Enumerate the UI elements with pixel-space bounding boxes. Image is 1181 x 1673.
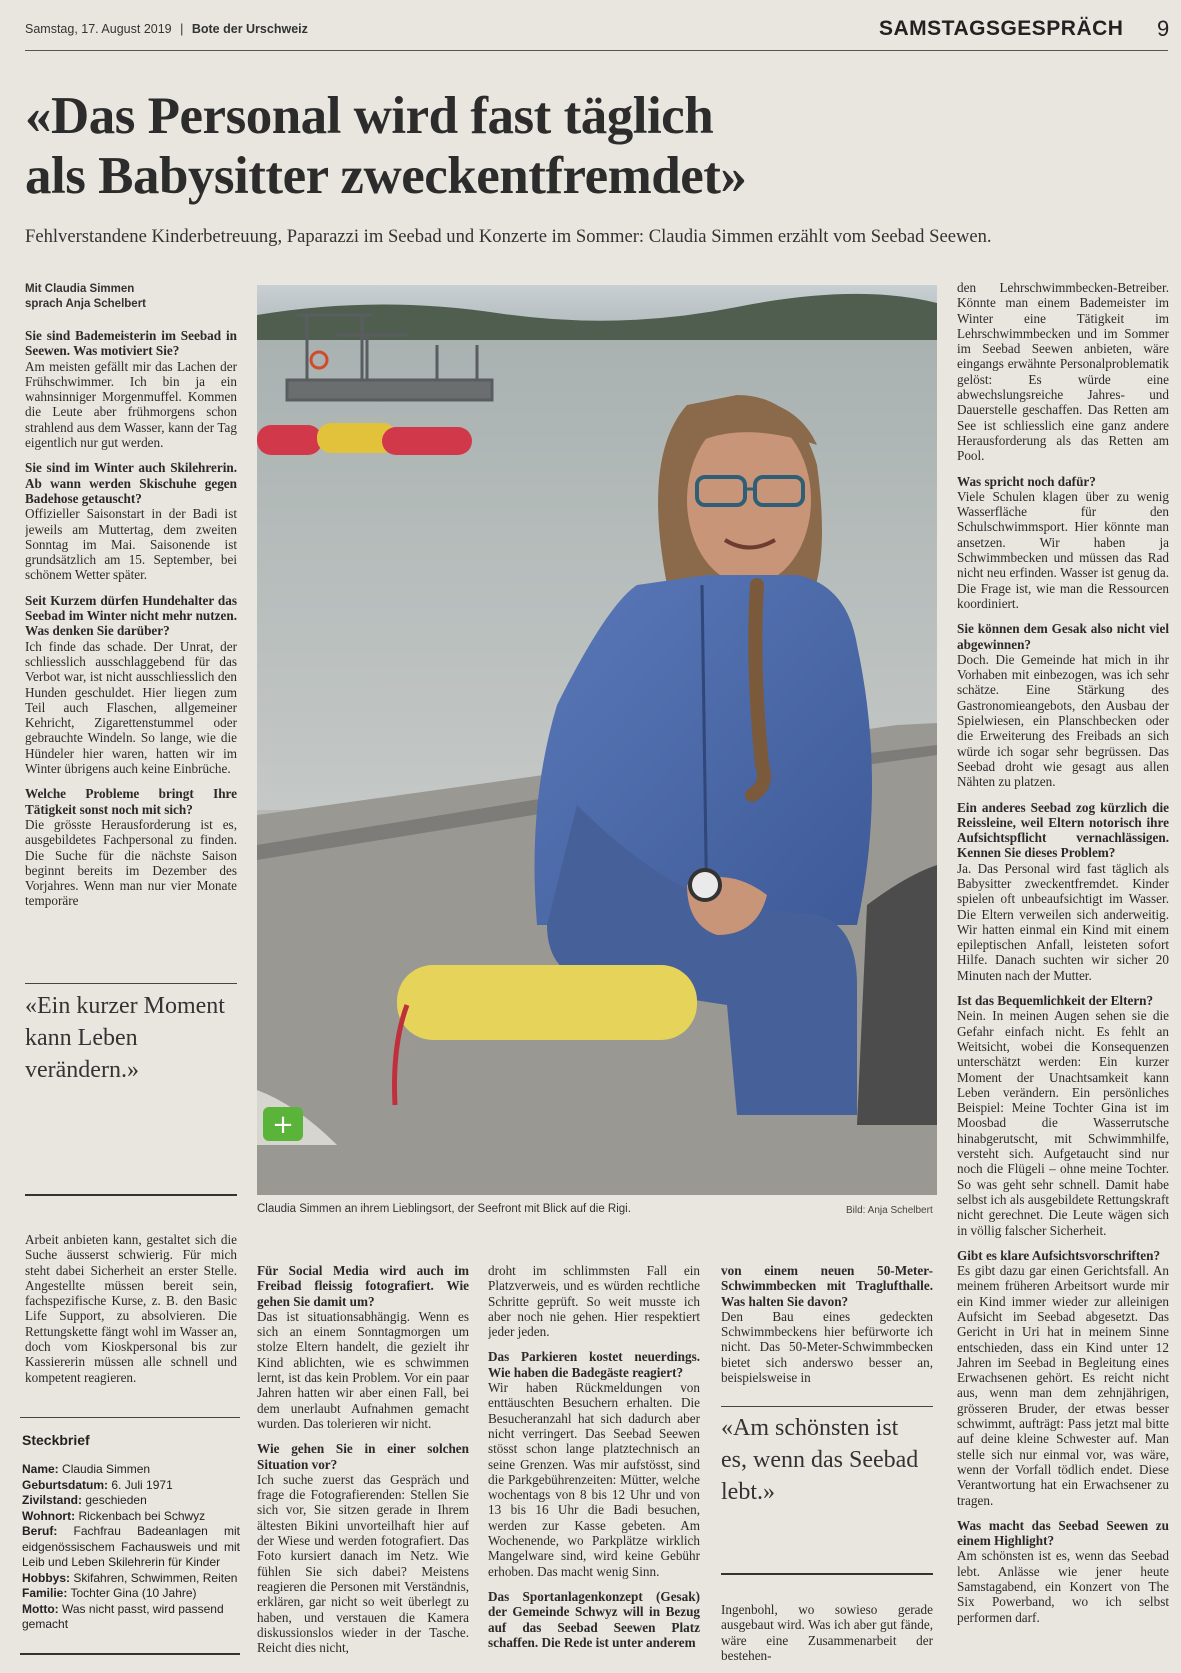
qa-block — [957, 1248, 1169, 1508]
byline-line-2: sprach Anja Schelbert — [25, 298, 147, 310]
steckbrief-top-rule — [20, 1417, 240, 1418]
steckbrief-row: Wohnort: Rickenbach bei Schwyz — [22, 1508, 206, 1523]
column-2 — [257, 1263, 469, 1663]
question: Was spricht noch dafür? — [957, 473, 1096, 489]
qa-block — [957, 800, 1169, 984]
answer: Doch. Die Gemeinde hat mich in ihr Vorhaben mit einbezogen, was ich sehr schätze. Eine Stärkung des Gastronomieangebots, den Ausbau der Spielwiesen, ein Planschbecken oder die Erweiterung des Freibads an sich würde ich sogar sehr begrüssen. Das Seebad droht wie gesagt aus allen Nähten zu platzen. — [957, 651, 1169, 790]
headline-line-1: «Das Personal wird fast täglich — [25, 87, 714, 145]
answer: Offizieller Saisonstart in der Badi ist jeweils am Muttertag, dem zweiten Sonntag im Mai. Saisonende ist grundsätzlich am 15. September, bei schönem Wetter später. — [25, 506, 237, 583]
column-1 — [25, 328, 237, 948]
subhead: Fehlverstandene Kinderbetreuung, Paparazzi im Seebad und Konzerte im Sommer: Claudia Simmen erzählt vom Seebad Seewen. — [25, 226, 992, 247]
pullquote-2: «Am schönsten ist es, wenn das Seebad lebt.» — [721, 1415, 919, 1505]
column-1-continued: Arbeit anbieten kann, gestaltet sich die Suche äusserst schwierig. Für mich steht dabei Sicherheit an erster Stelle. Angestellte müssen bereit sein, fachspezifische Kurse, z. B. den Basic Life Support, zu absolvieren. Die Rettungskette fängt wohl im Wasser an, doch vom Kioskpersonal bis zur Kassiererin müssen alle schnell und kompetent reagieren. — [25, 1232, 237, 1385]
answer: Nein. In meinen Augen sehen sie die Gefahr einfach nicht. Es fehlt an Weitsicht, wobei die Konsequenzen unterschätzt werden: Ein kurzer Moment der Unachtsamkeit kann Leben verändern. Ein persönliches Beispiel: Meine Tochter Gina ist im Moosbad die Wasserrutsche hinabgerutscht, mit Schwimmhilfe, versteht sich. Aufgetaucht sind nur noch die Flügeli – ohne meine Tochter. So was geht sehr schnell. Damit habe selbst ich als ausgebildete Rettungskraft nicht gerechnet. Die Leute wägen sich in völlig falscher Sicherheit. — [957, 1008, 1169, 1238]
steckbrief-list — [20, 1462, 240, 1633]
question: Das Parkieren kostet neuerdings. Wie haben die Badegäste reagiert? — [488, 1349, 700, 1380]
qa-block — [25, 460, 237, 582]
question: Gibt es klare Aufsichtsvorschriften? — [957, 1247, 1161, 1263]
question: Das Sportanlagenkonzept (Gesak) der Gemeinde Schwyz will in Bezug auf das Seebad Seewen Platz schaffen. Die Rede ist unter anderem — [488, 1588, 700, 1650]
answer: Es gibt dazu gar einen Gerichtsfall. An meinem früheren Arbeitsort wurde mir ein Kind immer wieder zur alleinigen Aufsicht im Seebad abgesetzt. Das Gericht in Uri hat in meinem Sinne entschieden, dass ein Kind unter 12 Jahren im Seebad in Begleitung eines Erwachsenen gehört. Es reicht nicht aus, wenn man dem zehnjährigen, grösseren Bruder, der etwas besser schwimmt, aufträgt: Pass jetzt mal bitte auf deine kleine Schwester auf. Man stelle sich nur einmal vor, was wäre, wenn der Vorfall tödlich endet. Diese Verantwortung hat ein Erwachsener zu tragen. — [957, 1263, 1169, 1508]
steckbrief-box — [20, 1417, 240, 1657]
qa-block — [488, 1263, 700, 1339]
qa-block — [957, 1518, 1169, 1625]
question: Sie sind Bademeisterin im Seebad in Seewen. Was motiviert Sie? — [25, 328, 237, 359]
steckbrief-row: Hobbys: Skifahren, Schwimmen, Reiten — [22, 1570, 238, 1585]
qa-block — [957, 474, 1169, 612]
byline — [25, 282, 146, 312]
steckbrief-title: Steckbrief — [22, 1432, 90, 1448]
steckbrief-bottom-rule — [20, 1653, 240, 1655]
answer: Am meisten gefällt mir das Lachen der Frühschwimmer. Ich bin ja ein wahnsinniger Morgenmuffel. Kommen die Leute aber frühmorgens schon strahlend aus dem Wasser, kann der Tag eigentlich nur gut werden. — [25, 358, 237, 451]
section-title: SAMSTAGSGESPRÄCH — [879, 17, 1124, 40]
question: Was macht das Seebad Seewen zu einem Highlight? — [957, 1517, 1169, 1549]
header-separator: | — [180, 22, 184, 36]
headline — [25, 86, 746, 206]
question: von einem neuen 50-Meter-Schwimmbecken mit Traglufthalle. Was halten Sie davon? — [721, 1263, 933, 1309]
portrait-photo — [257, 285, 937, 1195]
question: Seit Kurzem dürfen Hundehalter das Seebad im Winter nicht mehr nutzen. Was denken Sie darüber? — [25, 592, 237, 639]
pullquote-1-bottom-rule — [25, 1194, 237, 1196]
pullquote-1-top-rule — [25, 983, 237, 984]
answer: den Lehrschwimmbecken-Betreiber. Könnte man einem Bademeister im Winter eine Tätigkeit im Lehrschwimmbecken und im Sommer im Seebad Seewen anbieten, wäre eingangs erwähnte Personalproblematik gelöst: Es würde eine abwechslungsreiche Jahres- und Dauerstelle geschaffen. Das Retten am See ist schliesslich eine ganz andere Herausforderung als das Retten am Pool. — [957, 280, 1169, 464]
pullquote-1: «Ein kurzer Moment kann Leben verändern.» — [25, 993, 225, 1083]
question: Ist das Bequemlichkeit der Eltern? — [957, 993, 1154, 1009]
answer: Die grösste Herausforderung ist es, ausgebildetes Fachpersonal zu finden. Die Suche für die nächste Saison beginnt bereits im Dezember des Vorjahres. Wenn man nur vier Monate temporäre — [25, 816, 237, 909]
steckbrief-row: Zivilstand: geschieden — [22, 1493, 147, 1507]
question: Sie sind im Winter auch Skilehrerin. Ab wann werden Skischuhe gegen Badehose getauscht? — [25, 460, 237, 506]
steckbrief-row: Familie: Tochter Gina (10 Jahre) — [22, 1586, 197, 1600]
answer: Ich suche zuerst das Gespräch und frage die Fotografierenden: Stellen Sie sich vor, Sie sitzen gerade in Ihrem ältesten Bikini unvorteilhaft hier auf der Wiese und werden fotografiert. Das Foto kursiert danach im Netz. Wie fühlen Sie sich dabei? Meistens reagieren die Personen mit Verständnis, erklären, gar nicht so weit überlegt zu haben, und verstauen die Kamera diskussionslos wieder in der Tasche. Reicht dies nicht, — [257, 1471, 469, 1656]
answer: Ja. Das Personal wird fast täglich als Babysitter zweckentfremdet. Kinder spielen oft unbeaufsichtigt im Wasser. Die Eltern verweilen sich anderweitig. Wir hatten einmal ein Kind mit einem epileptischen Anfall, leisteten sofort Hilfe. Danach suchten wir sicher 20 Minuten nach der Mutter. — [957, 860, 1169, 983]
answer: Am schönsten ist es, wenn das Seebad lebt. Anlässe wie jener heute Samstagabend, ein Konzert von The Six Powerband, wo ich selbst performen darf. — [957, 1548, 1169, 1625]
qa-block — [721, 1263, 933, 1385]
qa-block — [957, 280, 1169, 464]
header-date-line — [25, 22, 308, 36]
answer: droht im schlimmsten Fall ein Platzverweis, und es würden rechtliche Schritte geprüft. So weit musste ich aber noch nie gehen. Hier respektiert jeder jeden. — [488, 1263, 700, 1340]
steckbrief-row: Geburtsdatum: 6. Juli 1971 — [22, 1477, 173, 1492]
headline-line-2: als Babysitter zweckentfremdet» — [25, 147, 747, 205]
question: Für Social Media wird auch im Freibad fleissig fotografiert. Wie gehen Sie damit um? — [257, 1263, 469, 1309]
page-number: 9 — [1157, 16, 1170, 41]
column-4 — [721, 1263, 933, 1395]
svg-text:+: + — [272, 1110, 294, 1140]
qa-block — [25, 593, 237, 777]
qa-block — [25, 786, 237, 908]
column-5 — [957, 280, 1169, 1670]
pullquote-2-top-rule — [721, 1406, 933, 1407]
float-toys — [257, 423, 472, 455]
question: Sie können dem Gesak also nicht viel abgewinnen? — [957, 621, 1169, 652]
qa-block — [957, 621, 1169, 789]
qa-block — [488, 1349, 700, 1578]
header-date: Samstag, 17. August 2019 — [25, 22, 172, 36]
qa-block — [25, 328, 237, 450]
pullquote-2-bottom-rule — [721, 1573, 933, 1575]
qa-block — [488, 1589, 700, 1650]
byline-line-1: Mit Claudia Simmen — [25, 283, 135, 295]
photo-caption: Claudia Simmen an ihrem Lieblingsort, der Seefront mit Blick auf die Rigi. — [257, 1203, 631, 1215]
question: Ein anderes Seebad zog kürzlich die Reissleine, weil Eltern notorisch ihre Aufsichtspflicht vernachlässigen. Kennen Sie dieses Problem? — [957, 799, 1169, 861]
header-publication: Bote der Urschweiz — [191, 22, 308, 36]
question: Welche Probleme bringt Ihre Tätigkeit sonst noch mit sich? — [25, 786, 237, 817]
answer: Viele Schulen klagen über zu wenig Wasserfläche für den Schulschwimmsport. Hier könnte man ansetzen. Wir haben ja Schwimmbecken und müssen das Rad nicht neu erfinden. Wasser ist genug da. Die Frage ist, wie man die Ressourcen koordiniert. — [957, 488, 1169, 611]
header-rule — [25, 50, 1168, 51]
qa-block — [957, 993, 1169, 1238]
qa-block — [257, 1263, 469, 1431]
qa-block — [257, 1441, 469, 1655]
steckbrief-row: Beruf: Fachfrau Badeanlagen mit eidgenössischem Fachausweis und mit Leib und Leben Skilehrerin für Kinder — [22, 1524, 240, 1569]
photo-credit: Bild: Anja Schelbert — [846, 1205, 933, 1216]
answer: Den Bau eines gedeckten Schwimmbeckens hier befürworte ich nicht. Das 50-Meter-Schwimmbecken bietet sich anderswo besser an, beispielsweise in — [721, 1308, 933, 1386]
question: Wie gehen Sie in einer solchen Situation vor? — [257, 1441, 469, 1472]
photo-illustration — [257, 285, 937, 1195]
answer: Das ist situationsabhängig. Wenn es sich an einem Sonntagmorgen um stolze Eltern handelt, die gezielt ihr Kind ablichten, wie es schwimmen lernt, ist das kein Problem. Vor ein paar Jahren hatten wir aber einen Fall, bei dem unerlaubt Aufnahmen gemacht wurden. Das tolerieren wir nicht. — [257, 1308, 469, 1431]
answer: Ich finde das schade. Der Unrat, der schliesslich ausschlaggebend für das Verbot war, ist nicht ausschliesslich den Hunden geschuldet. Hier liegen zum Teil auch Flaschen, allgemeiner Kehricht, Zigarettenstummel oder gebrauchte Windeln. So lange, wie die Hündeler hier waren, hatten wir im Winter übrigens auch keine Einbrüche. — [25, 638, 237, 777]
steckbrief-row: Name: Claudia Simmen — [22, 1462, 151, 1476]
column-4-bottom: Ingenbohl, wo sowieso gerade ausgebaut wird. Was ich aber gut fände, wäre eine Zusammenarbeit der bestehen- — [721, 1602, 933, 1663]
answer: Wir haben Rückmeldungen von enttäuschten Besuchern erhalten. Die Besucheranzahl hat sich dadurch aber nicht verringert. Das Seebad Seewen stösst schon lange platztechnisch an seine Grenzen. Was mir aufstösst, sind die Parkgebührenzeiten: Mütter, welche wochentags von 8 bis 12 Uhr und von 13 bis 16 Uhr die Badi besuchen, werden zur Kasse gebeten. Am Wochenende, wo Parkplätze wirklich Mangelware sind, wird keine Gebühr erhoben. Das macht wenig Sinn. — [488, 1380, 700, 1579]
steckbrief-row: Motto: Was nicht passt, wird passend gemacht — [22, 1601, 224, 1631]
column-3 — [488, 1263, 700, 1663]
